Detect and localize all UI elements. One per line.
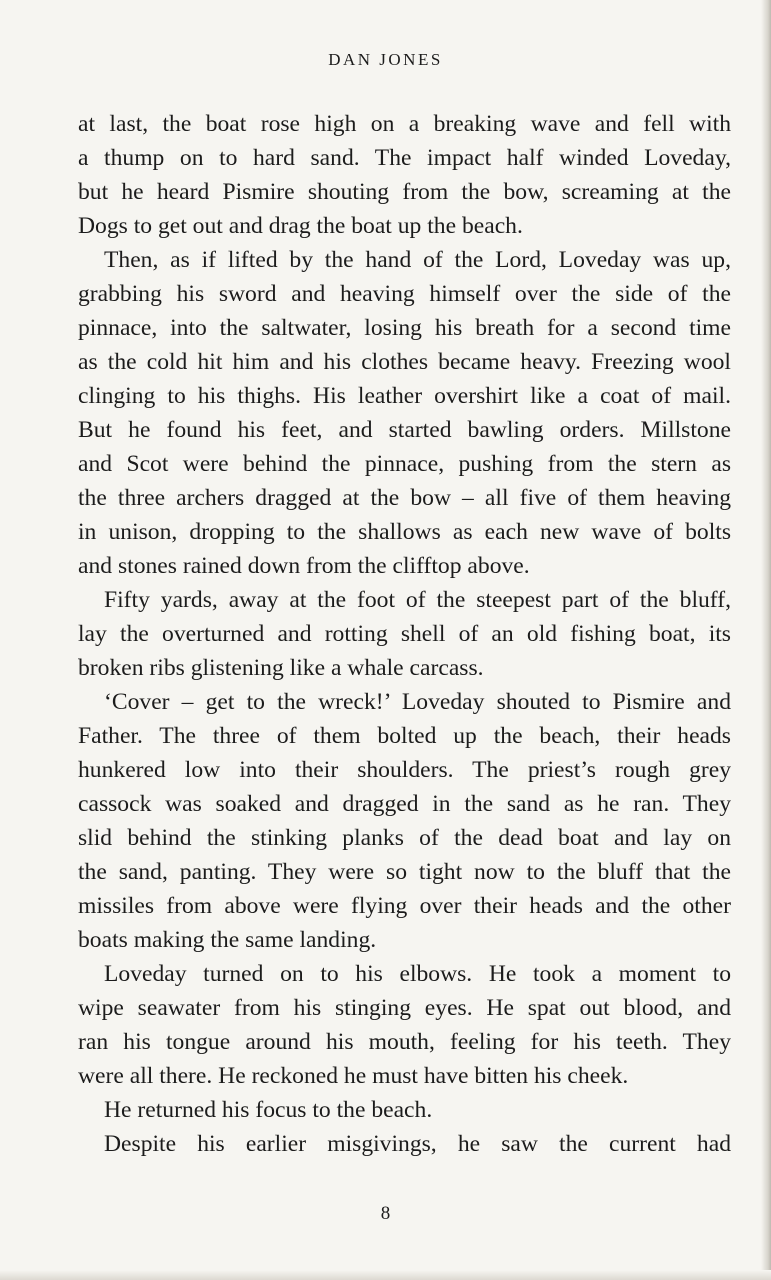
text-line: but he heard Pismire shouting from the bow, screaming at the [78, 179, 731, 205]
text-line: and Scot were behind the pinnace, pushing from the stern as [78, 451, 731, 477]
text-line: ran his tongue around his mouth, feeling for his teeth. They [78, 1029, 731, 1055]
text-line: cassock was soaked and dragged in the sand as he ran. They [78, 791, 731, 817]
running-head: DAN JONES [328, 50, 443, 69]
text-line: But he found his feet, and started bawling orders. Millstone [78, 417, 731, 443]
body-text [78, 107, 731, 1161]
text-line: lay the overturned and rotting shell of an old fishing boat, its [78, 621, 731, 647]
text-line: a thump on to hard sand. The impact half winded Loveday, [78, 145, 731, 171]
text-line: were all there. He reckoned he must have bitten his cheek. [78, 1063, 629, 1089]
text-line: hunkered low into their shoulders. The priest’s rough grey [78, 757, 731, 783]
text-line: pinnace, into the saltwater, losing his breath for a second time [78, 315, 731, 341]
paragraph-6 [78, 1093, 731, 1127]
text-line: Despite his earlier misgivings, he saw the current had [104, 1131, 731, 1157]
paragraph-7 [78, 1127, 731, 1161]
text-line: grabbing his sword and heaving himself over the side of the [78, 281, 731, 307]
text-line: Then, as if lifted by the hand of the Lord, Loveday was up, [104, 247, 731, 273]
text-line: at last, the boat rose high on a breaking wave and fell with [78, 111, 731, 137]
text-line: Father. The three of them bolted up the beach, their heads [78, 723, 731, 749]
paragraph-3 [78, 583, 731, 685]
page-number: 8 [380, 1203, 391, 1224]
text-line: He returned his focus to the beach. [104, 1097, 433, 1123]
text-line: the three archers dragged at the bow – all five of them heaving [78, 485, 731, 511]
text-line: missiles from above were flying over their heads and the other [78, 893, 731, 919]
text-line: boats making the same landing. [78, 927, 377, 953]
text-line: wipe seawater from his stinging eyes. He spat out blood, and [78, 995, 731, 1021]
text-line: clinging to his thighs. His leather overshirt like a coat of mail. [78, 383, 731, 409]
text-line: and stones rained down from the clifftop above. [78, 553, 530, 579]
text-line: slid behind the stinking planks of the dead boat and lay on [78, 825, 731, 851]
text-line: Loveday turned on to his elbows. He took a moment to [104, 961, 731, 987]
text-line: the sand, panting. They were so tight now to the bluff that the [78, 859, 731, 885]
text-line: Fifty yards, away at the foot of the steepest part of the bluff, [104, 587, 731, 613]
page-bottom-edge [0, 1270, 771, 1280]
text-line: ‘Cover – get to the wreck!’ Loveday shouted to Pismire and [104, 689, 731, 715]
paragraph-5 [78, 957, 731, 1093]
text-line: in unison, dropping to the shallows as each new wave of bolts [78, 519, 731, 545]
paragraph-4 [78, 685, 731, 957]
page-edge [761, 0, 771, 1280]
text-line: broken ribs glistening like a whale carcass. [78, 655, 484, 681]
paragraph-2 [78, 243, 731, 583]
text-line: Dogs to get out and drag the boat up the beach. [78, 213, 523, 239]
paragraph-1 [78, 107, 731, 243]
text-line: as the cold hit him and his clothes became heavy. Freezing wool [78, 349, 731, 375]
